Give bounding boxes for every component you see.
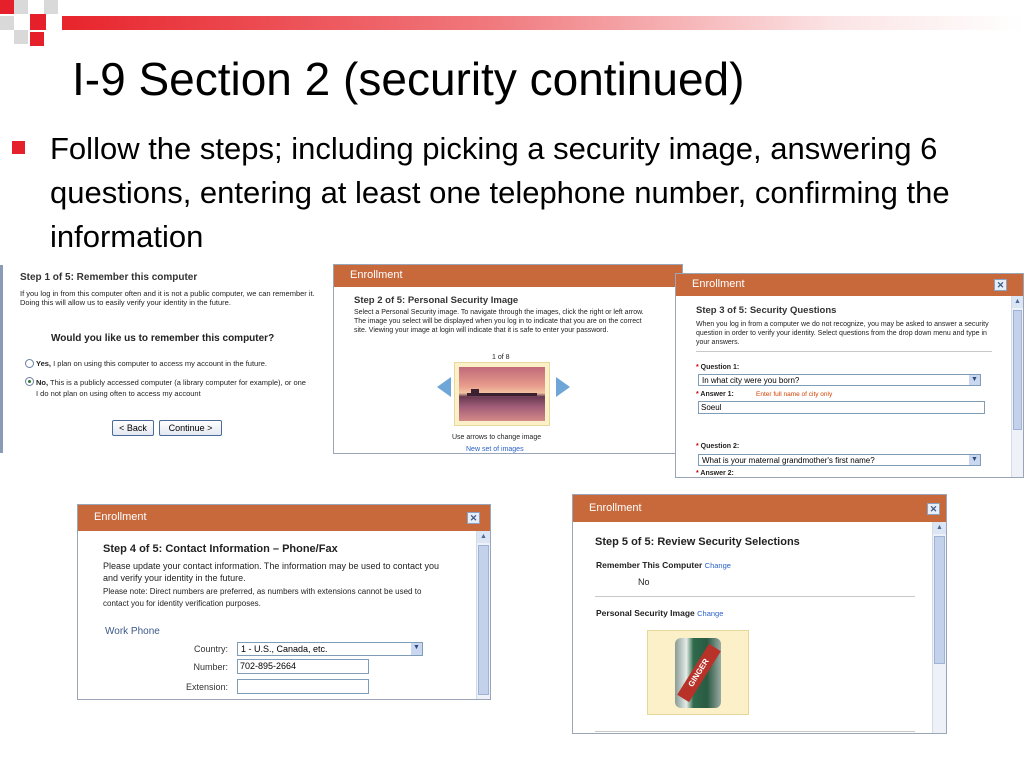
scroll-thumb[interactable] bbox=[478, 545, 489, 695]
step1-intro: If you log in from this computer often and it is not a public computer, we can remember it. Doing this will allow us to easily verify your identity in the future. bbox=[20, 289, 315, 307]
q2-label: * Question 2: bbox=[696, 443, 740, 450]
continue-button[interactable]: Continue > bbox=[159, 420, 222, 436]
work-phone-heading: Work Phone bbox=[105, 626, 160, 637]
scroll-up-icon[interactable]: ▲ bbox=[477, 531, 490, 543]
step3-scrollbar[interactable] bbox=[1011, 296, 1023, 478]
q2-select[interactable]: What is your maternal grandmother's first name? ▼ bbox=[698, 454, 981, 466]
step1-panel bbox=[0, 265, 334, 453]
country-label: Country: bbox=[193, 644, 228, 654]
number-label: Number: bbox=[193, 662, 228, 672]
country-select[interactable]: 1 - U.S., Canada, etc. ▼ bbox=[237, 642, 423, 656]
step3-intro: When you log in from a computer we do not recognize, you may be asked to answer a security question in order to verify your identity. Select questions from the drop down menu and type in your answers. bbox=[696, 321, 989, 346]
slide-title: I-9 Section 2 (security continued) bbox=[72, 53, 745, 105]
ginger-can-image: GINGER bbox=[675, 638, 721, 708]
bullet-icon bbox=[12, 141, 25, 154]
bullet-text: Follow the steps; including picking a security image, answering 6 questions, entering at least one telephone number, confirming the information bbox=[50, 131, 950, 254]
no-radio[interactable] bbox=[25, 377, 34, 386]
step2-intro: Select a Personal Security image. To navigate through the images, click the right or left arrow. The image you select will be displayed when you log in to indicate that you are on the correct site. Viewing your image at login will indicate that it is safe to enter your password. bbox=[354, 309, 644, 334]
step4-panel bbox=[77, 504, 491, 700]
step4-header: Enrollment ✕ bbox=[78, 505, 490, 531]
remember-label: Remember This Computer Change bbox=[596, 560, 731, 570]
scroll-thumb[interactable] bbox=[1013, 310, 1022, 430]
step1-title: Step 1 of 5: Remember this computer bbox=[20, 272, 198, 283]
step3-header: Enrollment ✕ bbox=[676, 274, 1023, 296]
q1-label: * Question 1: bbox=[696, 364, 740, 371]
step2-title: Step 2 of 5: Personal Security Image bbox=[354, 295, 519, 306]
a2-label: * Answer 2: bbox=[696, 470, 734, 477]
left-arrow-icon[interactable] bbox=[437, 377, 451, 397]
step1-question: Would you like us to remember this computer? bbox=[51, 333, 275, 344]
step2-panel bbox=[333, 264, 683, 454]
remember-value: No bbox=[638, 577, 650, 587]
new-set-link[interactable]: New set of images bbox=[466, 446, 524, 453]
step3-panel bbox=[675, 273, 1024, 478]
right-arrow-icon[interactable] bbox=[556, 377, 570, 397]
step3-title: Step 3 of 5: Security Questions bbox=[696, 305, 837, 316]
step4-intro: Please update your contact information. The information may be used to contact you and verify your identity in the future. bbox=[103, 561, 440, 583]
image-counter: 1 of 8 bbox=[492, 354, 510, 361]
step5-header: Enrollment ✕ bbox=[573, 495, 946, 522]
close-icon[interactable]: ✕ bbox=[994, 279, 1007, 291]
step5-scrollbar[interactable] bbox=[932, 522, 946, 734]
step2-header: Enrollment bbox=[334, 265, 682, 287]
a1-input[interactable]: Soeul bbox=[698, 401, 985, 414]
security-image-frame bbox=[647, 630, 749, 715]
image-label: Personal Security Image Change bbox=[596, 608, 724, 618]
scroll-up-icon[interactable]: ▲ bbox=[933, 522, 946, 534]
yes-option: Yes, I plan on using this computer to access my account in the future. bbox=[36, 359, 267, 368]
title-decoration bbox=[0, 0, 1024, 46]
close-icon[interactable]: ✕ bbox=[927, 503, 940, 515]
change-remember-link[interactable]: Change bbox=[704, 561, 731, 570]
step5-title: Step 5 of 5: Review Security Selections bbox=[595, 536, 800, 548]
step4-title: Step 4 of 5: Contact Information – Phone/Fax bbox=[103, 543, 338, 555]
yes-radio[interactable] bbox=[25, 359, 34, 368]
step4-note: Please note: Direct numbers are preferred, as numbers with extensions cannot be used to contact you for identity verification purposes. bbox=[103, 587, 422, 608]
q1-select[interactable]: In what city were you born? ▼ bbox=[698, 374, 981, 386]
close-icon[interactable]: ✕ bbox=[467, 512, 480, 524]
step5-panel bbox=[572, 494, 947, 734]
back-button[interactable]: < Back bbox=[112, 420, 154, 436]
a1-label: * Answer 1: bbox=[696, 391, 734, 398]
security-image-frame bbox=[454, 362, 550, 426]
no-option: No, This is a publicly accessed computer (a library computer for example), or one I do not plan on using often to access my account bbox=[36, 378, 306, 398]
scroll-up-icon[interactable]: ▲ bbox=[1012, 296, 1023, 308]
extension-label: Extension: bbox=[185, 682, 228, 692]
scroll-thumb[interactable] bbox=[934, 536, 945, 664]
extension-input[interactable] bbox=[237, 679, 369, 694]
a1-hint: Enter full name of city only bbox=[756, 391, 833, 398]
change-image-link[interactable]: Change bbox=[697, 609, 724, 618]
arrow-hint: Use arrows to change image bbox=[452, 434, 542, 441]
step4-scrollbar[interactable] bbox=[476, 531, 490, 700]
pier-sunset-image bbox=[459, 367, 545, 421]
number-input[interactable]: 702-895-2664 bbox=[237, 659, 369, 674]
